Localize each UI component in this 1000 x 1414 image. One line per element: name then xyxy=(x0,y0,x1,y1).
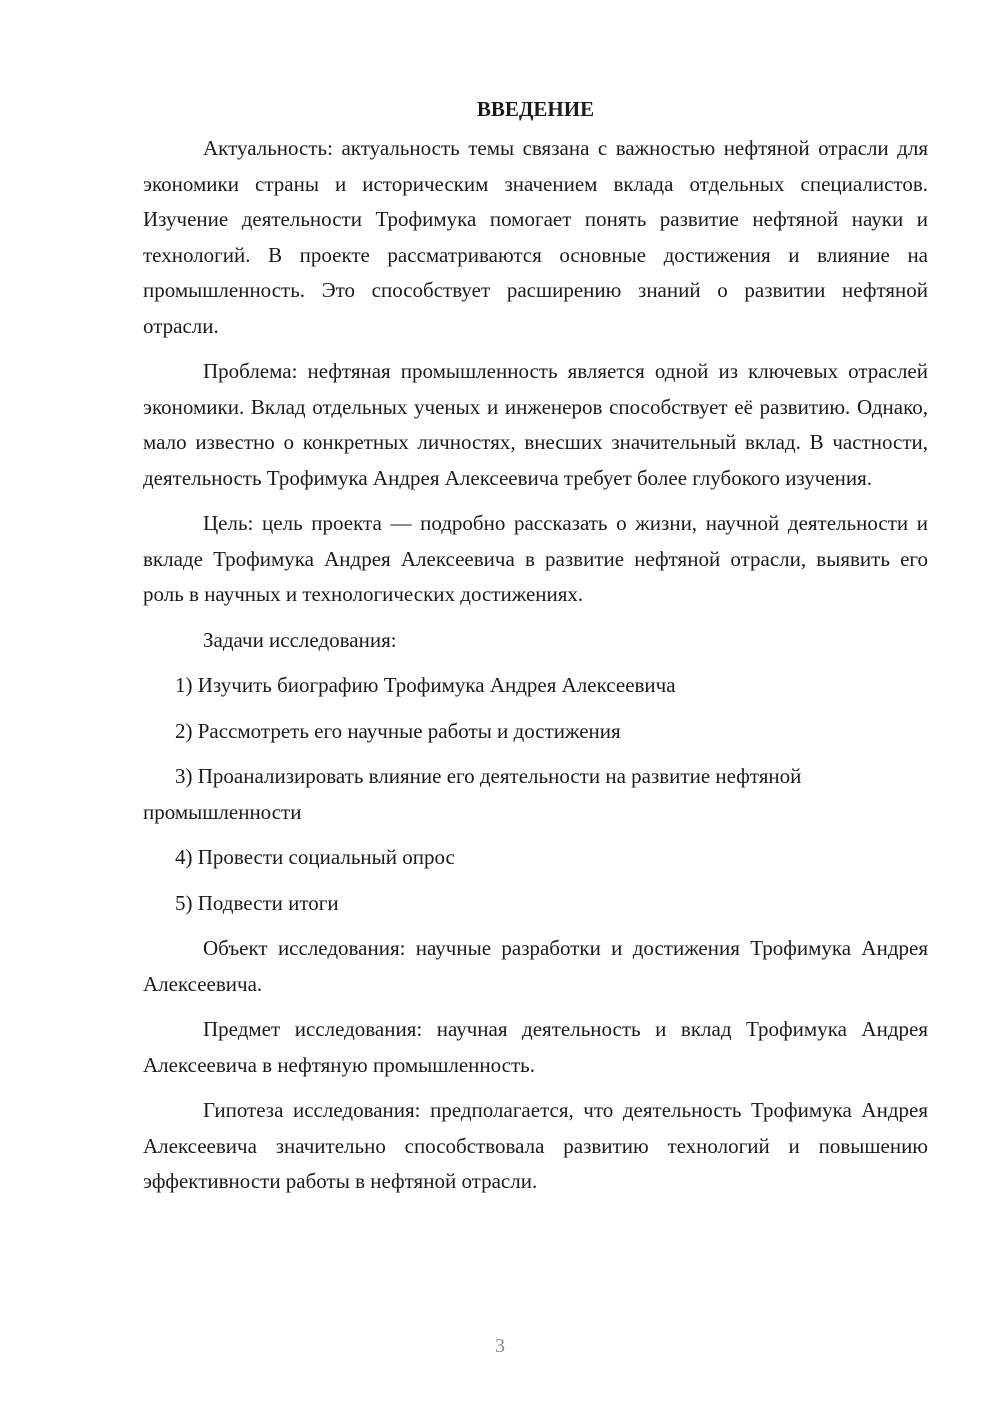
list-item: 2) Рассмотреть его научные работы и достижения xyxy=(175,718,621,743)
page-number: 3 xyxy=(495,1335,505,1357)
list-item: 1) Изучить биографию Трофимука Андрея Алексеевича xyxy=(175,673,676,697)
relevance-paragraph: Актуальность: актуальность темы связана с важностью нефтяной отрасли для экономики страны и историческим значением вклада отдельных специалистов. Изучение деятельности Трофимука помогает понять развитие нефтяной науки и технологий. В проекте рассматриваются основные достижения и влияние на промышленность. Это способствует расширению знаний о развитии нефтяной отрасли. xyxy=(143,136,928,338)
tasks-list xyxy=(143,668,928,921)
document-page xyxy=(143,92,928,1210)
hypothesis-paragraph: Гипотеза исследования: предполагается, что деятельность Трофимука Андрея Алексеевича значительно способствовала развитию технологий и повышению эффективности работы в нефтяной отрасли. xyxy=(143,1098,928,1193)
section-heading: ВВЕДЕНИЕ xyxy=(476,97,595,121)
tasks-title: Задачи исследования: xyxy=(203,627,397,652)
object-paragraph: Объект исследования: научные разработки и достижения Трофимука Андрея Алексеевича. xyxy=(143,936,928,996)
list-item: 4) Провести социальный опрос xyxy=(175,845,455,869)
list-item: 3) Проанализировать влияние его деятельности на развитие нефтяной промышленности xyxy=(143,764,802,824)
list-item: 5) Подвести итоги xyxy=(175,890,339,915)
goal-paragraph: Цель: цель проекта — подробно рассказать о жизни, научной деятельности и вкладе Трофимука Андрея Алексеевича в развитие нефтяной отрасли, выявить его роль в научных и технологических достижениях. xyxy=(143,511,928,606)
problem-paragraph: Проблема: нефтяная промышленность является одной из ключевых отраслей экономики. Вклад отдельных ученых и инженеров способствует её развитию. Однако, мало известно о конкретных личностях, внесших значительный вклад. В частности, деятельность Трофимука Андрея Алексеевича требует более глубокого изучения. xyxy=(143,359,928,490)
subject-paragraph: Предмет исследования: научная деятельность и вклад Трофимука Андрея Алексеевича в нефтяную промышленность. xyxy=(143,1017,928,1077)
